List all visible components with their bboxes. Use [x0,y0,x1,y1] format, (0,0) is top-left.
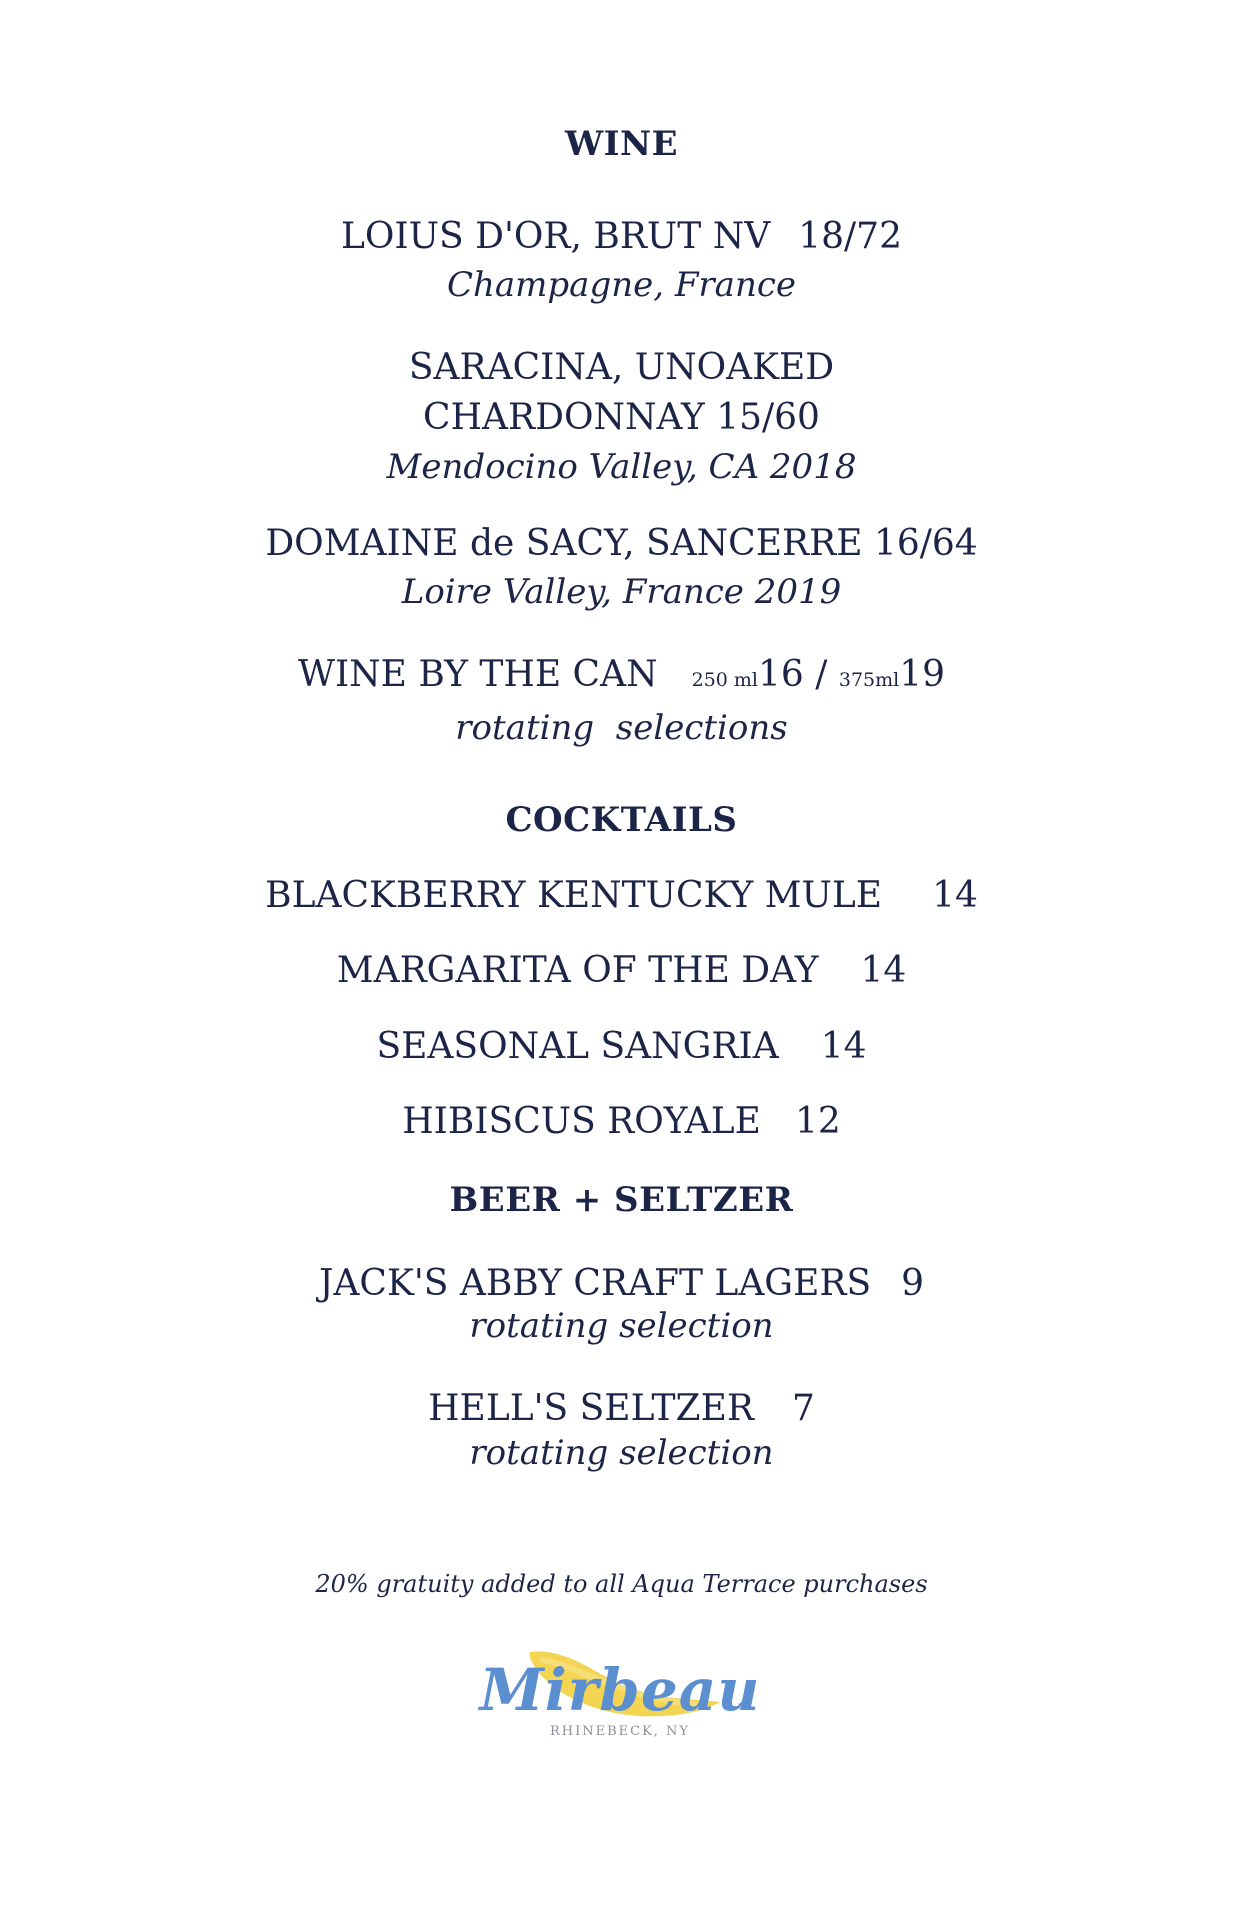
wine-origin: rotating selections [455,708,788,748]
wine-heading: WINE [564,124,679,164]
mirbeau-logo [470,1640,770,1750]
item-name: SEASONAL SANGRIA [376,1026,779,1067]
gratuity-note: 20% gratuity added to all Aqua Terrace purchases [315,1570,928,1598]
item-price: 14 [860,950,907,991]
wine-origin: Loire Valley, France 2019 [401,572,842,612]
cocktail-item [0,875,1243,916]
cocktail-item [0,950,1243,991]
price-separator: / [815,654,828,695]
item-price: 7 [791,1388,815,1429]
cocktails-heading: COCKTAILS [505,800,738,840]
wine-item-saracina-line1: SARACINA, UNOAKED [408,347,835,388]
item-name: LOIUS D'OR, BRUT NV [341,216,771,257]
item-price: 18/72 [798,216,902,257]
item-name: WINE BY THE CAN [297,654,658,695]
wine-origin: Champagne, France [446,265,797,305]
beer-seltzer-heading: BEER + SELTZER [449,1180,794,1220]
wine-item-saracina-line2: CHARDONNAY 15/60 [423,397,820,438]
wine-origin: Mendocino Valley, CA 2018 [386,447,857,487]
size-label: 375ml [838,669,900,691]
wine-item-loius-dor [0,216,1243,257]
wine-item-domaine-de-sacy: DOMAINE de SACY, SANCERRE 16/64 [265,523,978,564]
size-label: 250 ml [691,669,759,691]
seltzer-note: rotating selection [469,1433,774,1473]
cocktail-item [0,1026,1243,1067]
item-price: 14 [820,1026,867,1067]
logo-wordmark: Mirbeau [479,1656,761,1724]
wine-item-wine-by-the-can [0,654,1243,695]
item-name: MARGARITA OF THE DAY [336,950,819,991]
item-price: 9 [901,1263,925,1304]
item-name: BLACKBERRY KENTUCKY MULE [265,875,883,916]
item-name: HELL'S SELTZER [428,1388,754,1429]
logo-location: RHINEBECK, NY [549,1724,691,1739]
item-price: 14 [932,875,978,916]
item-name: HIBISCUS ROYALE [402,1101,761,1142]
beer-note: rotating selection [469,1306,774,1346]
beer-item [0,1263,1243,1304]
item-name: JACK'S ABBY CRAFT LAGERS [318,1263,872,1304]
item-price: 12 [794,1101,841,1142]
seltzer-item [0,1388,1243,1429]
item-price: 19 [899,654,946,695]
cocktail-item [0,1101,1243,1142]
item-price: 16 [758,654,804,695]
